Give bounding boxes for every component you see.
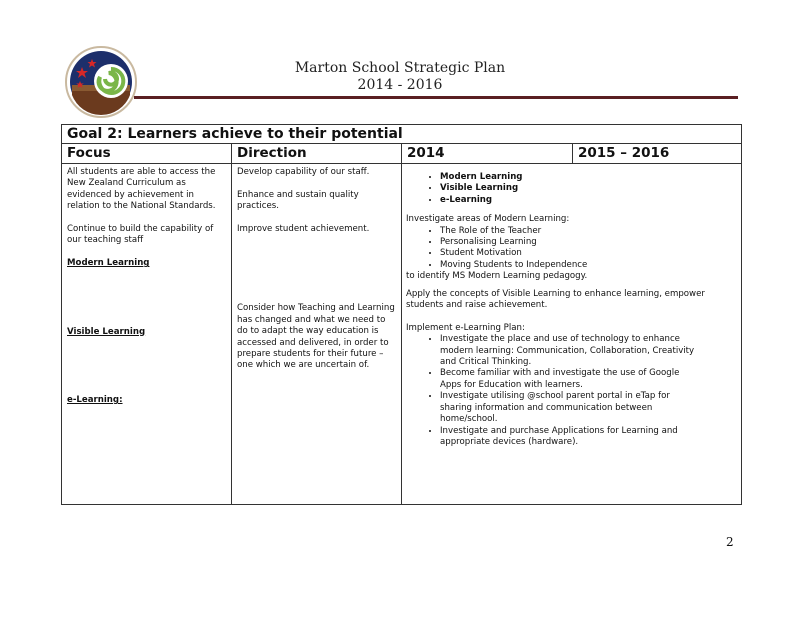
list-item: • Become familiar with and investigate the use of Google Apps for Education with learners. [440, 368, 703, 391]
header-rule [134, 96, 738, 99]
strategic-plan-table [61, 124, 742, 505]
document-title [250, 60, 550, 94]
focus-visible-learning: Visible Learning [67, 326, 146, 337]
goal-heading: Goal 2: Learners achieve to their potential [62, 125, 742, 144]
school-logo [64, 45, 138, 119]
column-header-direction: Direction [232, 144, 402, 164]
column-header-2014: 2014 [402, 144, 573, 164]
list-item: • Visible Learning [440, 183, 737, 194]
direction-text-3: Improve student achievement. [237, 224, 370, 234]
list-item: • Personalising Learning [440, 237, 737, 248]
investigate-list [406, 226, 737, 272]
direction-cell [232, 164, 402, 505]
title-line-2: 2014 - 2016 [357, 77, 443, 93]
investigate-heading: Investigate areas of Modern Learning: [406, 214, 570, 225]
list-item: • Moving Students to Independence [440, 260, 737, 271]
list-item: • Investigate and purchase Applications for Learning and appropriate devices (hardware). [440, 426, 703, 449]
direction-text-2: Enhance and sustain quality practices. [237, 189, 359, 212]
list-item: • The Role of the Teacher [440, 226, 737, 237]
implement-list [406, 334, 737, 448]
list-item: • Investigate utilising @school parent portal in eTap for sharing information and communication between home/school. [440, 391, 703, 425]
focus-area-list [406, 172, 737, 206]
direction-text-4: Consider how Teaching and Learning has changed and what we need to do to adapt the way education is accessed and delivered, in order to prepare students for their future – one which we are uncertain of. [237, 303, 395, 371]
column-header-2015-2016: 2015 – 2016 [573, 144, 742, 164]
apply-text: Apply the concepts of Visible Learning to enhance learning, empower students and raise achievement. [406, 288, 705, 311]
implement-heading: Implement e-Learning Plan: [406, 322, 525, 333]
title-line-1: Marton School Strategic Plan [294, 60, 506, 76]
page-number: 2 [726, 535, 734, 549]
list-item: • e-Learning [440, 195, 737, 206]
column-header-focus: Focus [62, 144, 232, 164]
focus-text-1: All students are able to access the New Zealand Curriculum as evidenced by achievement in relation to the National Standards. [67, 167, 216, 212]
list-item: • Student Motivation [440, 248, 737, 259]
list-item: • Investigate the place and use of technology to enhance modern learning: Communication, Collaboration, Creativity and Critical Thinking. [440, 334, 703, 368]
list-item: • Modern Learning [440, 172, 737, 183]
focus-e-learning: e-Learning: [67, 395, 123, 406]
direction-text-1: Develop capability of our staff. [237, 167, 370, 177]
focus-text-2: Continue to build the capability of our teaching staff [67, 224, 214, 246]
focus-cell [62, 164, 232, 505]
plan-2014-cell [402, 164, 742, 505]
identify-text: to identify MS Modern Learning pedagogy. [406, 271, 588, 282]
focus-modern-learning: Modern Learning [67, 258, 150, 269]
